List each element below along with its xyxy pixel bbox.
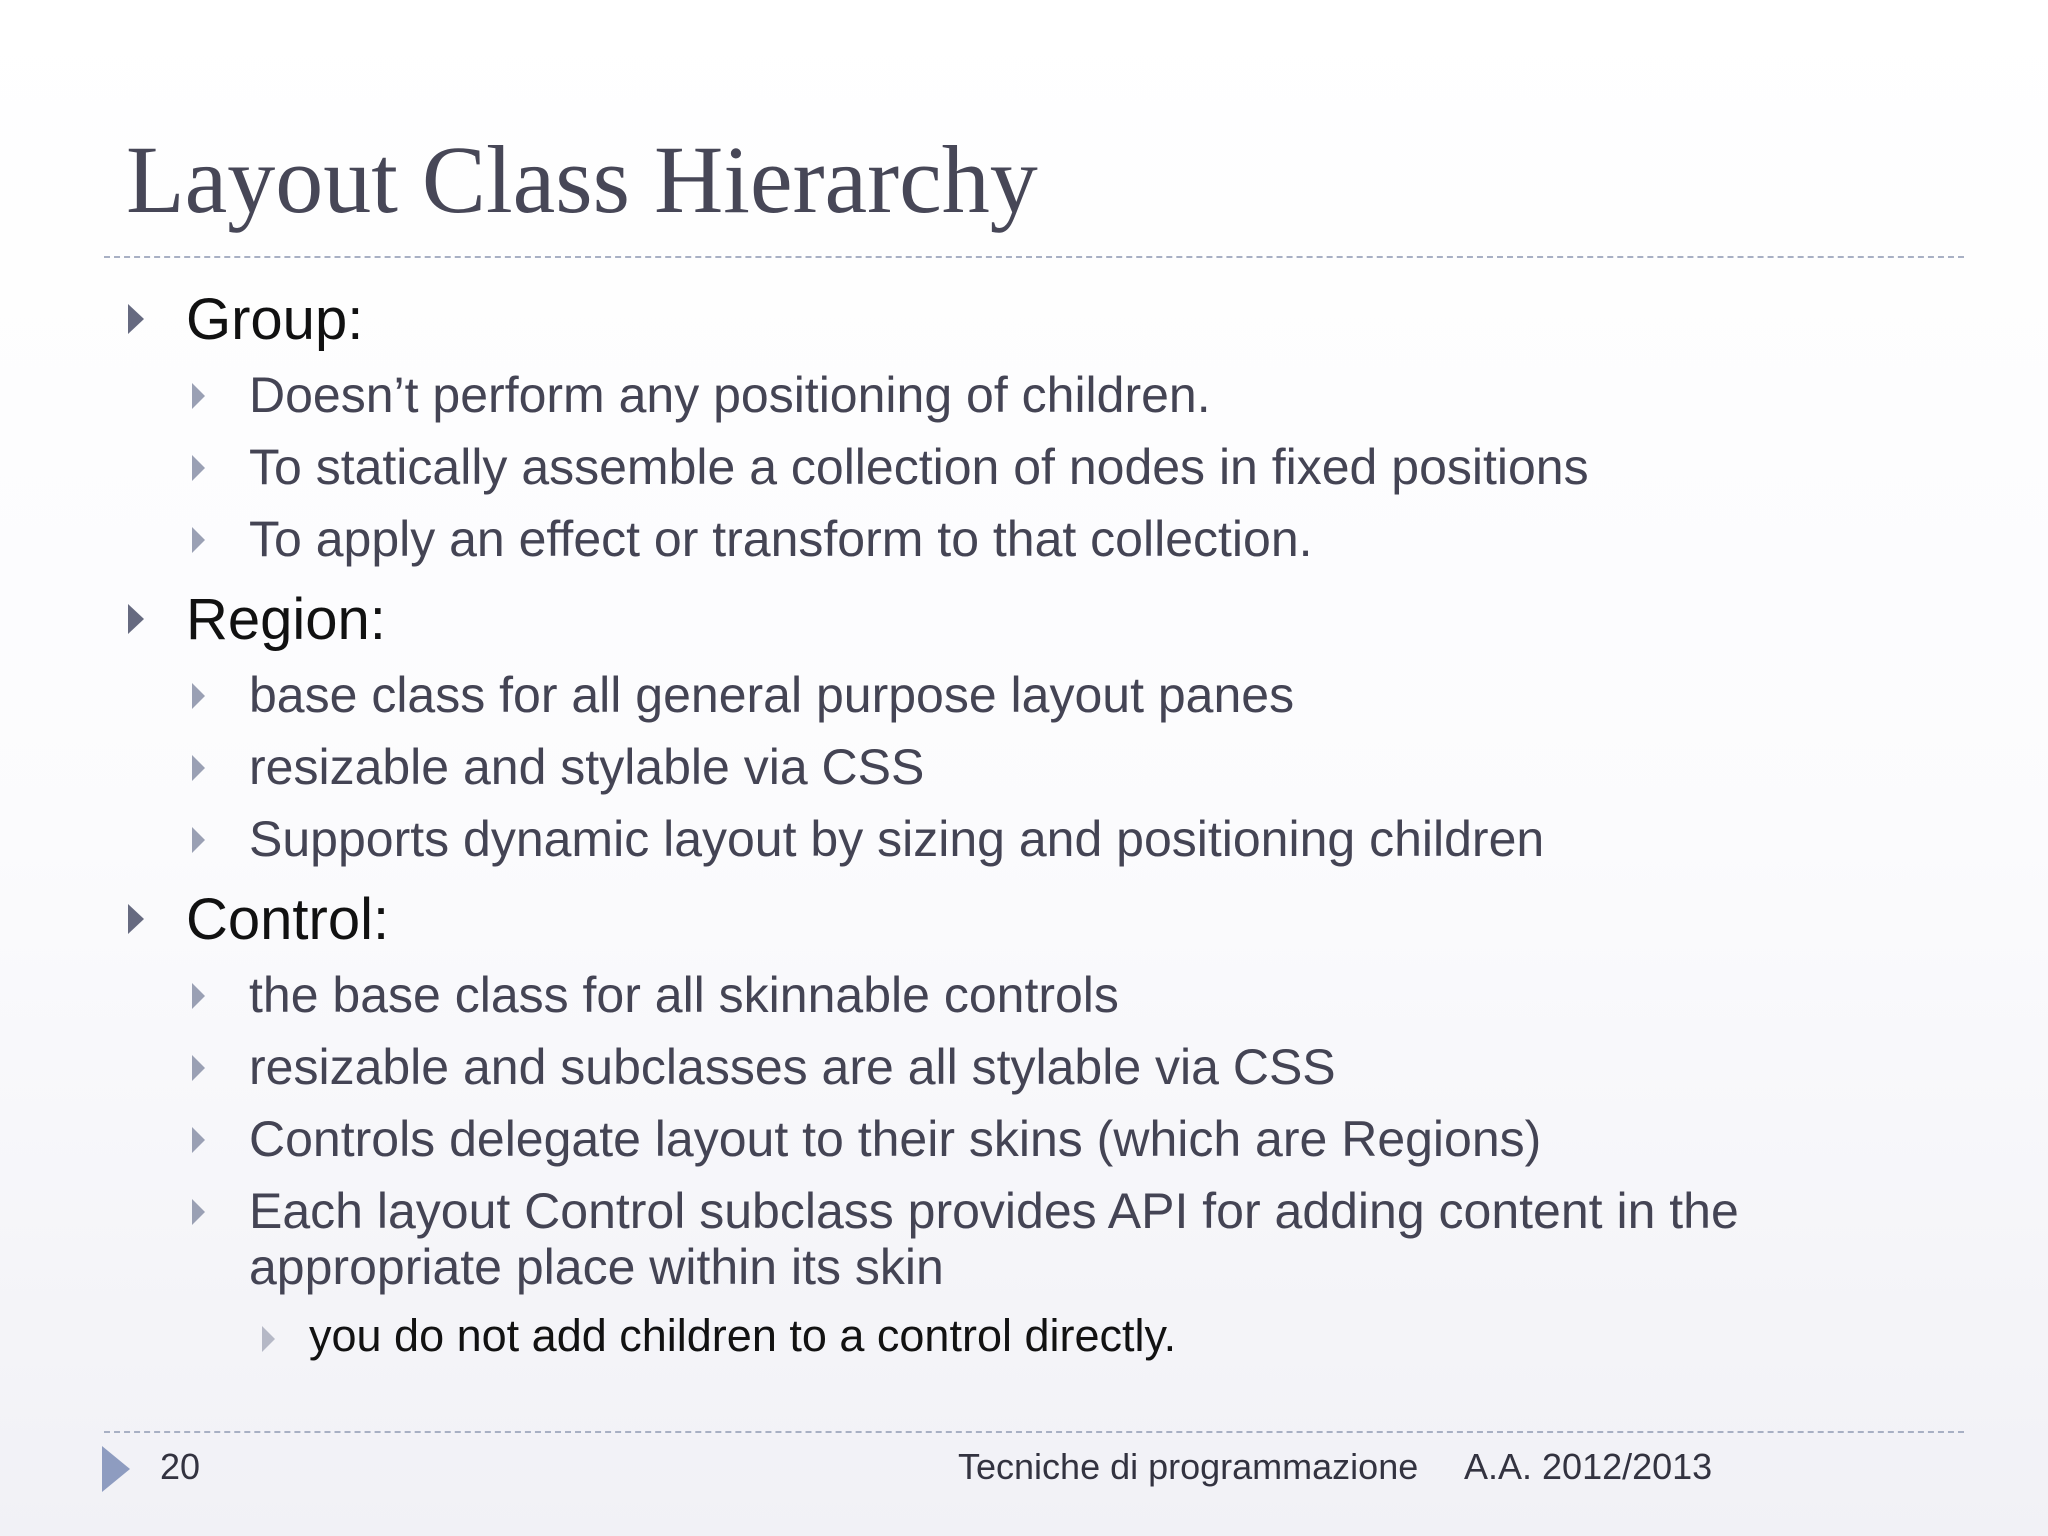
sub-bullet-text: To statically assemble a collection of nodes in fixed positions — [249, 439, 1589, 495]
sub-bullet-arrow-icon — [192, 1199, 205, 1225]
sub-bullet-arrow-icon — [192, 983, 205, 1009]
sub-bullet-arrow-icon — [192, 1055, 205, 1081]
page-number: 20 — [160, 1446, 201, 1487]
footer-course: Tecniche di programmazione — [958, 1446, 1419, 1487]
sub-bullet-text: Controls delegate layout to their skins (which are Regions) — [249, 1111, 1542, 1167]
sub-bullet-text: Doesn’t perform any positioning of children. — [249, 367, 1211, 423]
sub-bullet-arrow-icon — [192, 455, 205, 481]
footer-divider — [104, 1431, 1964, 1433]
sub-bullet-arrow-icon — [192, 827, 205, 853]
sub-bullet-text: Each layout Control subclass provides API for adding content in the — [249, 1183, 1739, 1239]
bullet-arrow-icon — [128, 904, 144, 934]
bullet-arrow-icon — [128, 604, 144, 634]
bullet-label: Region: — [186, 587, 386, 652]
footer-arrow-icon — [102, 1446, 130, 1492]
bullet-label: Control: — [186, 887, 390, 952]
sub-bullet-arrow-icon — [192, 1127, 205, 1153]
sub-sub-bullet-arrow-icon — [262, 1326, 275, 1352]
sub-bullet-text: resizable and subclasses are all stylable via CSS — [249, 1039, 1336, 1095]
sub-bullet-text: Supports dynamic layout by sizing and positioning children — [249, 811, 1545, 867]
footer-academic-year: A.A. 2012/2013 — [1464, 1446, 1713, 1487]
sub-bullet-text: resizable and stylable via CSS — [249, 739, 925, 795]
slide-title: Layout Class Hierarchy — [126, 126, 1038, 233]
title-divider — [104, 256, 1964, 258]
bullet-arrow-icon — [128, 304, 144, 334]
sub-bullet-arrow-icon — [192, 527, 205, 553]
sub-bullet-arrow-icon — [192, 683, 205, 709]
sub-bullet-arrow-icon — [192, 383, 205, 409]
sub-sub-bullet-text: you do not add children to a control directly. — [309, 1310, 1177, 1361]
sub-bullet-text-continued: appropriate place within its skin — [249, 1239, 944, 1295]
sub-bullet-text: To apply an effect or transform to that collection. — [249, 511, 1313, 567]
sub-bullet-text: the base class for all skinnable controls — [249, 967, 1119, 1023]
sub-bullet-arrow-icon — [192, 755, 205, 781]
bullet-label: Group: — [186, 287, 364, 352]
sub-bullet-text: base class for all general purpose layout panes — [249, 667, 1295, 723]
